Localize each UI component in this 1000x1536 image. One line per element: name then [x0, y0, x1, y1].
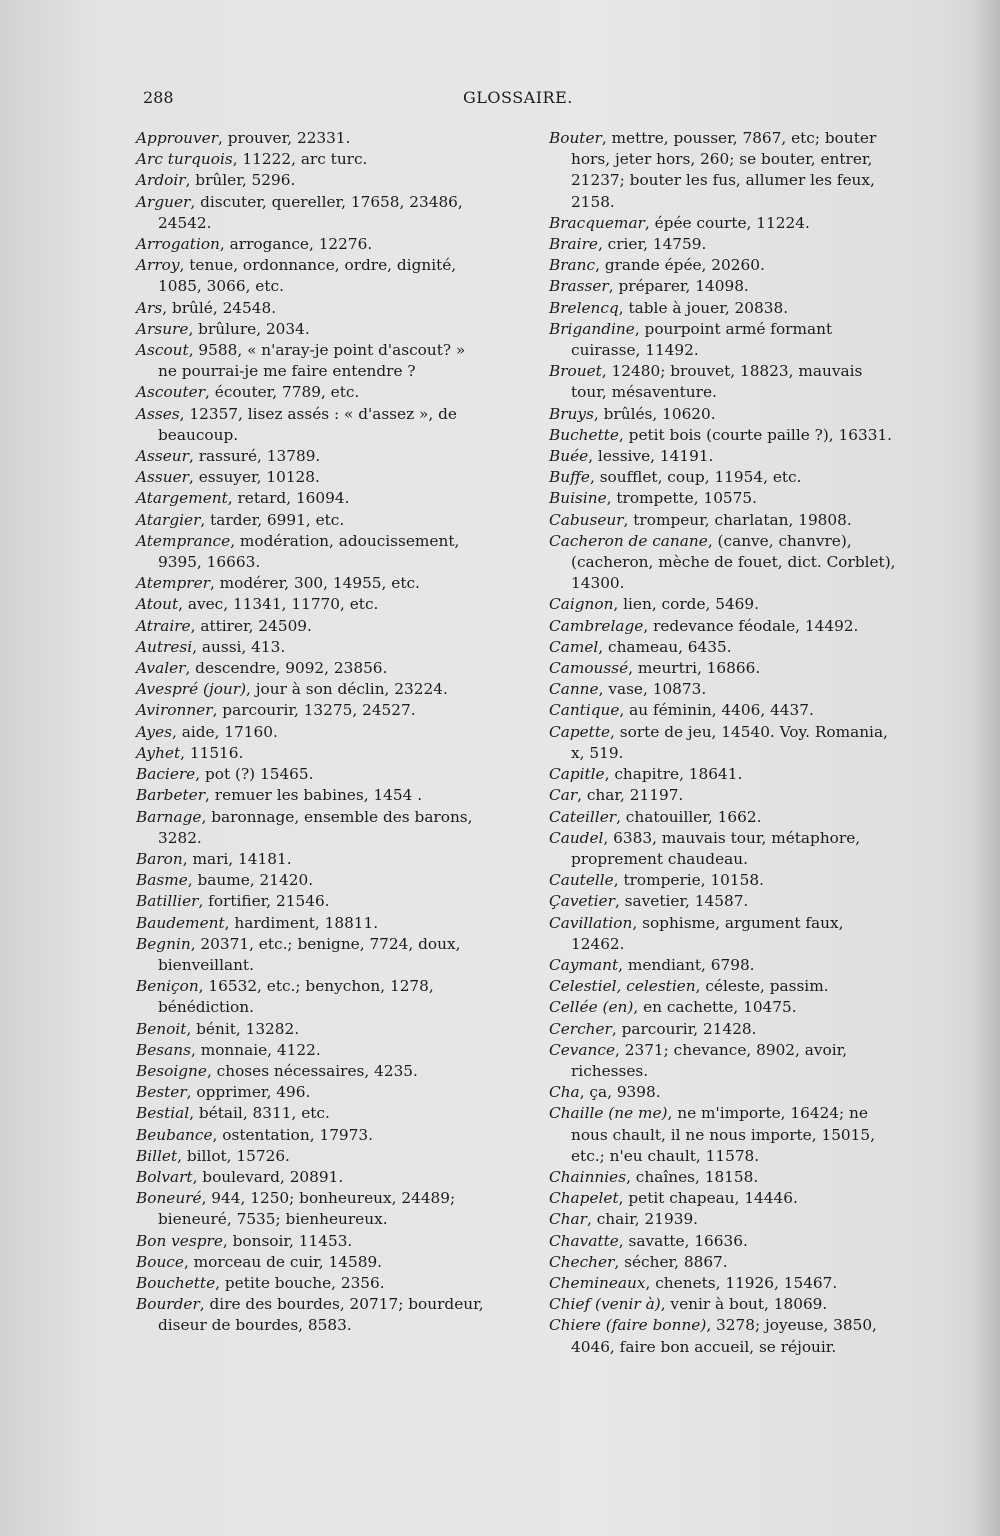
- entry-headword: Brouet: [549, 362, 602, 381]
- entry-headword: Çavetier: [549, 892, 615, 911]
- entry-definition: , fortifier, 21546.: [198, 892, 330, 911]
- glossary-entry: [136, 679, 486, 700]
- entry-definition: , petit bois (courte paille ?), 16331.: [618, 425, 893, 444]
- entry-headword: Buée: [549, 447, 589, 466]
- glossary-entry: [549, 722, 901, 764]
- glossary-entry: [549, 361, 901, 403]
- glossary-entry: [136, 149, 486, 170]
- entry-definition: , brûler, 5296.: [185, 171, 296, 190]
- glossary-entry: [136, 616, 486, 637]
- entry-definition: , petite bouche, 2356.: [215, 1273, 385, 1292]
- glossary-entry: [136, 1040, 486, 1061]
- entry-headword: Arguer: [136, 192, 191, 211]
- entry-headword: Atargement: [136, 489, 228, 508]
- entry-definition: , remuer les babines, 1454 .: [205, 786, 423, 805]
- glossary-entry: [549, 1188, 901, 1209]
- entry-definition: , en cachette, 10475.: [633, 998, 797, 1017]
- entry-headword: Arroy: [136, 256, 180, 275]
- entry-definition: , lessive, 14191.: [588, 447, 714, 466]
- entry-definition: , savetier, 14587.: [614, 892, 749, 911]
- entry-headword: Cambrelage: [549, 616, 644, 635]
- entry-definition: , aussi, 413.: [192, 637, 286, 656]
- glossary-entry: [549, 764, 901, 785]
- glossary-entry: [549, 510, 901, 531]
- glossary-entry: [549, 1019, 901, 1040]
- entry-headword: Chief (venir à): [549, 1295, 661, 1314]
- entry-definition: , chaînes, 18158.: [626, 1167, 759, 1186]
- entry-headword: Bouter: [549, 129, 602, 147]
- entry-definition: , lien, corde, 5469.: [613, 595, 760, 614]
- glossary-entry: [549, 807, 901, 828]
- entry-headword: Atargier: [136, 510, 201, 529]
- glossary-entry: [136, 1167, 486, 1188]
- entry-headword: Char: [549, 1210, 587, 1229]
- entry-definition: , crier, 14759.: [597, 235, 707, 254]
- glossary-entry: [136, 340, 486, 382]
- entry-definition: , trompette, 10575.: [606, 489, 757, 508]
- glossary-entry: [136, 1061, 486, 1082]
- entry-headword: Baciere: [136, 765, 196, 784]
- entry-headword: Baudement: [136, 913, 225, 932]
- glossary-entry: [549, 700, 901, 721]
- entry-headword: Bouce: [136, 1252, 184, 1271]
- entry-headword: Brelencq: [549, 298, 619, 317]
- entry-definition: , char, 21197.: [577, 786, 684, 805]
- glossary-column-left: [136, 128, 486, 1337]
- entry-definition: , 12357, lisez assés : « d'assez », de beaucoup.: [158, 404, 457, 444]
- glossary-entry: [549, 976, 901, 997]
- entry-definition: , prouver, 22331.: [218, 129, 351, 147]
- glossary-entry: [136, 446, 486, 467]
- entry-definition: , préparer, 14098.: [608, 277, 749, 296]
- entry-definition: , rassuré, 13789.: [188, 447, 321, 466]
- entry-headword: Atemprance: [136, 531, 231, 550]
- glossary-entry: [549, 404, 901, 425]
- glossary-entry: [136, 785, 486, 806]
- entry-definition: , ça, 9398.: [579, 1083, 661, 1102]
- entry-definition: , aide, 17160.: [171, 722, 278, 741]
- glossary-entry: [549, 1040, 901, 1082]
- glossary-entry: [549, 1167, 901, 1188]
- glossary-entry: [136, 1231, 486, 1252]
- entry-headword: Arc turquois: [136, 150, 233, 169]
- glossary-entry: [549, 891, 901, 912]
- glossary-entry: [549, 319, 901, 361]
- entry-definition: , meurtri, 16866.: [628, 659, 761, 678]
- entry-definition: , chatouiller, 1662.: [616, 807, 762, 826]
- glossary-entry: [549, 870, 901, 891]
- entry-headword: Ars: [136, 298, 163, 317]
- entry-definition: , discuter, quereller, 17658, 23486, 24542.: [158, 192, 463, 232]
- glossary-entry: [136, 891, 486, 912]
- entry-headword: Chemineaux: [549, 1273, 646, 1292]
- glossary-entry: [136, 1146, 486, 1167]
- entry-definition: , chapitre, 18641.: [604, 765, 743, 784]
- entry-definition: , écouter, 7789, etc.: [205, 383, 360, 402]
- entry-definition: , au féminin, 4406, 4437.: [619, 701, 814, 720]
- entry-headword: Avaler: [136, 659, 186, 678]
- entry-definition: , brûlés, 10620.: [593, 404, 716, 423]
- glossary-entry: [549, 1103, 901, 1167]
- entry-headword: Bon vespre: [136, 1231, 223, 1250]
- glossary-entry: [549, 1294, 901, 1315]
- entry-headword: Besoigne: [136, 1061, 207, 1080]
- entry-headword: Atout: [136, 595, 179, 614]
- entry-definition: , brûlé, 24548.: [162, 298, 277, 317]
- glossary-entry: [136, 573, 486, 594]
- entry-headword: Bolvart: [136, 1167, 193, 1186]
- entry-headword: Capette: [549, 722, 611, 741]
- entry-headword: Ascouter: [136, 383, 206, 402]
- page-number: 288: [143, 88, 174, 107]
- entry-headword: Cabuseur: [549, 510, 624, 529]
- glossary-entry: [136, 976, 486, 1018]
- entry-headword: Cacheron de canane: [549, 531, 708, 550]
- glossary-entry: [549, 531, 901, 595]
- entry-headword: Cercher: [549, 1019, 612, 1038]
- entry-headword: Cantique: [549, 701, 620, 720]
- entry-definition: , hardiment, 18811.: [224, 913, 379, 932]
- entry-headword: Bestial: [136, 1104, 190, 1123]
- entry-headword: Besans: [136, 1040, 191, 1059]
- entry-definition: , 11516.: [180, 743, 244, 762]
- entry-definition: , chameau, 6435.: [598, 637, 732, 656]
- entry-headword: Beniçon: [136, 977, 199, 996]
- glossary-entry: [549, 467, 901, 488]
- entry-headword: Barnage: [136, 807, 202, 826]
- entry-definition: , pourpoint armé formant cuirasse, 11492.: [571, 319, 833, 360]
- entry-headword: Brigandine: [549, 319, 635, 338]
- entry-headword: Chiere (faire bonne): [549, 1316, 707, 1335]
- entry-definition: , dire des bourdes, 20717; bourdeur, diseur de bourdes, 8583.: [158, 1295, 484, 1335]
- entry-headword: Cevance: [549, 1040, 615, 1059]
- entry-definition: , épée courte, 11224.: [644, 213, 810, 232]
- entry-headword: Arrogation: [136, 235, 220, 254]
- entry-definition: , venir à bout, 18069.: [660, 1295, 828, 1314]
- entry-headword: Buffe: [549, 468, 590, 487]
- glossary-entry: [136, 1273, 486, 1294]
- entry-headword: Asseur: [136, 447, 189, 466]
- entry-headword: Bourder: [136, 1295, 200, 1314]
- entry-definition: , grande épée, 20260.: [595, 256, 765, 275]
- entry-headword: Boneuré: [136, 1189, 202, 1208]
- glossary-column-right: [549, 128, 901, 1358]
- entry-definition: , tromperie, 10158.: [613, 871, 764, 890]
- glossary-entry: [136, 128, 486, 149]
- entry-definition: , trompeur, charlatan, 19808.: [623, 510, 852, 529]
- glossary-entry: [136, 870, 486, 891]
- glossary-entry: [549, 594, 901, 615]
- entry-headword: Car: [549, 786, 578, 805]
- glossary-entry: [136, 637, 486, 658]
- glossary-entry: [136, 234, 486, 255]
- entry-definition: , redevance féodale, 14492.: [643, 616, 859, 635]
- entry-definition: , jour à son déclin, 23224.: [246, 680, 448, 699]
- entry-definition: , céleste, passim.: [695, 977, 829, 996]
- entry-headword: Atraire: [136, 616, 191, 635]
- glossary-entry: [136, 510, 486, 531]
- glossary-entry: [549, 785, 901, 806]
- entry-headword: Arsure: [136, 319, 189, 338]
- entry-headword: Ascout: [136, 341, 189, 360]
- entry-definition: , choses nécessaires, 4235.: [206, 1061, 418, 1080]
- entry-headword: Asses: [136, 404, 180, 423]
- entry-definition: , 944, 1250; bonheureux, 24489; bieneuré, 7535; bienheureux.: [158, 1189, 456, 1229]
- glossary-entry: [549, 276, 901, 297]
- entry-headword: Caignon: [549, 595, 614, 614]
- entry-headword: Canne: [549, 680, 599, 699]
- entry-headword: Braire: [549, 235, 598, 254]
- entry-headword: Ayes: [136, 722, 172, 741]
- entry-definition: , tenue, ordonnance, ordre, dignité, 1085, 3066, etc.: [158, 256, 457, 296]
- glossary-entry: [549, 255, 901, 276]
- entry-definition: , 12480; brouvet, 18823, mauvais tour, mésaventure.: [571, 362, 863, 402]
- entry-definition: , 6383, mauvais tour, métaphore, proprement chaudeau.: [571, 828, 861, 868]
- glossary-entry: [136, 319, 486, 340]
- entry-definition: , baronnage, ensemble des barons, 3282.: [158, 807, 473, 847]
- entry-definition: , mendiant, 6798.: [618, 955, 755, 974]
- entry-definition: , parcourir, 13275, 24527.: [212, 701, 416, 720]
- glossary-entry: [136, 382, 486, 403]
- entry-definition: , 16532, etc.; benychon, 1278, bénédiction.: [158, 977, 434, 1017]
- entry-definition: , soufflet, coup, 11954, etc.: [589, 468, 802, 487]
- entry-definition: , attirer, 24509.: [190, 616, 312, 635]
- entry-definition: , (canve, chanvre), (cacheron, mèche de fouet, dict. Corblet), 14300.: [571, 531, 896, 593]
- entry-headword: Cateiller: [549, 807, 617, 826]
- entry-definition: , avec, 11341, 11770, etc.: [178, 595, 379, 614]
- entry-headword: Ayhet: [136, 743, 181, 762]
- entry-definition: , table à jouer, 20838.: [618, 298, 789, 317]
- glossary-entry: [549, 1252, 901, 1273]
- glossary-entry: [136, 1082, 486, 1103]
- entry-headword: Chainnies: [549, 1167, 627, 1186]
- glossary-entry: [136, 700, 486, 721]
- entry-definition: , bénit, 13282.: [186, 1019, 300, 1038]
- entry-headword: Camel: [549, 637, 599, 656]
- glossary-entry: [136, 298, 486, 319]
- glossary-entry: [136, 404, 486, 446]
- entry-headword: Checher: [549, 1252, 615, 1271]
- glossary-entry: [549, 213, 901, 234]
- glossary-entry: [136, 531, 486, 573]
- glossary-entry: [549, 488, 901, 509]
- glossary-entry: [136, 1103, 486, 1124]
- entry-definition: , billot, 15726.: [177, 1146, 290, 1165]
- glossary-entry: [136, 807, 486, 849]
- glossary-entry: [136, 1252, 486, 1273]
- entry-headword: Ardoir: [136, 171, 186, 190]
- glossary-entry: [549, 616, 901, 637]
- glossary-entry: [136, 849, 486, 870]
- entry-definition: , 9588, « n'aray-je point d'ascout? » ne pourrai-je me faire entendre ?: [158, 341, 466, 381]
- entry-definition: , arrogance, 12276.: [219, 235, 373, 254]
- glossary-entry: [136, 594, 486, 615]
- entry-headword: Autresi: [136, 637, 193, 656]
- entry-definition: , 2371; chevance, 8902, avoir, richesses.: [571, 1040, 848, 1080]
- glossary-entry: [136, 488, 486, 509]
- glossary-entry: [549, 128, 901, 213]
- entry-headword: Chapelet: [549, 1189, 619, 1208]
- entry-definition: , mettre, pousser, 7867, etc; bouter hors, jeter hors, 260; se bouter, entrer, 21237; bouter les fus, allumer les feux, 2158.: [571, 129, 877, 211]
- glossary-entry: [136, 192, 486, 234]
- glossary-entry: [549, 637, 901, 658]
- entry-headword: Basme: [136, 871, 188, 890]
- glossary-entry: [136, 934, 486, 976]
- entry-definition: , parcourir, 21428.: [611, 1019, 757, 1038]
- glossary-entry: [136, 743, 486, 764]
- entry-headword: Assuer: [136, 468, 189, 487]
- entry-definition: , sécher, 8867.: [614, 1252, 728, 1271]
- glossary-entry: [549, 1231, 901, 1252]
- entry-headword: Chavatte: [549, 1231, 619, 1250]
- entry-headword: Avironner: [136, 701, 213, 720]
- entry-definition: , mari, 14181.: [182, 849, 292, 868]
- entry-definition: , modération, adoucissement, 9395, 16663.: [158, 531, 460, 572]
- entry-definition: , sophisme, argument faux, 12462.: [571, 913, 844, 953]
- glossary-entry: [549, 913, 901, 955]
- glossary-entry: [549, 1209, 901, 1230]
- entry-headword: Avespré (jour): [136, 680, 247, 699]
- entry-definition: , pot (?) 15465.: [195, 765, 314, 784]
- entry-headword: Cavillation: [549, 913, 633, 932]
- glossary-entry: [549, 234, 901, 255]
- entry-headword: Chaille (ne me): [549, 1104, 668, 1123]
- entry-headword: Celestiel, celestien: [549, 977, 696, 996]
- entry-headword: Bouchette: [136, 1273, 216, 1292]
- glossary-entry: [136, 722, 486, 743]
- entry-headword: Capitle: [549, 765, 605, 784]
- entry-definition: , brûlure, 2034.: [188, 319, 310, 338]
- entry-definition: , vase, 10873.: [598, 680, 707, 699]
- entry-definition: , essuyer, 10128.: [188, 468, 320, 487]
- entry-headword: Branc: [549, 256, 596, 275]
- entry-definition: , monnaie, 4122.: [190, 1040, 321, 1059]
- entry-definition: , bétail, 8311, etc.: [189, 1104, 330, 1123]
- glossary-entry: [549, 1082, 901, 1103]
- entry-headword: Baron: [136, 849, 183, 868]
- entry-definition: , 20371, etc.; benigne, 7724, doux, bienveillant.: [158, 934, 461, 974]
- entry-headword: Camoussé: [549, 659, 629, 678]
- entry-headword: Benoit: [136, 1019, 187, 1038]
- entry-headword: Begnin: [136, 934, 191, 953]
- entry-definition: , tarder, 6991, etc.: [200, 510, 345, 529]
- entry-definition: , savatte, 16636.: [618, 1231, 748, 1250]
- entry-definition: , chair, 21939.: [587, 1210, 699, 1229]
- glossary-entry: [549, 446, 901, 467]
- entry-definition: , ostentation, 17973.: [212, 1125, 373, 1144]
- running-title: GLOSSAIRE.: [463, 88, 573, 107]
- entry-headword: Billet: [136, 1146, 178, 1165]
- glossary-entry: [136, 467, 486, 488]
- glossary-entry: [136, 764, 486, 785]
- glossary-entry: [549, 679, 901, 700]
- glossary-entry: [549, 658, 901, 679]
- glossary-entry: [549, 997, 901, 1018]
- glossary-entry: [136, 1019, 486, 1040]
- glossary-entry: [549, 298, 901, 319]
- entry-definition: , baume, 21420.: [187, 871, 314, 890]
- entry-definition: , retard, 16094.: [227, 489, 350, 508]
- entry-definition: , 11222, arc turc.: [232, 150, 368, 169]
- entry-definition: , petit chapeau, 14446.: [618, 1189, 798, 1208]
- glossary-entry: [136, 1188, 486, 1230]
- entry-headword: Buchette: [549, 425, 619, 444]
- entry-headword: Caymant: [549, 955, 619, 974]
- entry-definition: , 3278; joyeuse, 3850, 4046, faire bon accueil, se réjouir.: [571, 1316, 877, 1356]
- entry-definition: , chenets, 11926, 15467.: [645, 1273, 838, 1292]
- page-gutter-shadow: [972, 0, 1000, 1536]
- glossary-entry: [136, 255, 486, 297]
- entry-headword: Caudel: [549, 828, 604, 847]
- entry-headword: Atemprer: [136, 574, 210, 593]
- entry-headword: Batillier: [136, 892, 199, 911]
- entry-headword: Bester: [136, 1083, 187, 1102]
- entry-definition: , sorte de jeu, 14540. Voy. Romania, x, 519.: [571, 722, 888, 762]
- glossary-entry: [549, 955, 901, 976]
- entry-headword: Cellée (en): [549, 998, 634, 1017]
- glossary-entry: [136, 170, 486, 191]
- entry-definition: , opprimer, 496.: [186, 1083, 311, 1102]
- entry-headword: Brasser: [549, 277, 609, 296]
- entry-headword: Barbeter: [136, 786, 206, 805]
- glossary-entry: [549, 1315, 901, 1357]
- entry-definition: , morceau de cuir, 14589.: [183, 1252, 383, 1271]
- entry-headword: Cautelle: [549, 871, 614, 890]
- glossary-entry: [136, 1125, 486, 1146]
- entry-headword: Beubance: [136, 1125, 213, 1144]
- glossary-entry: [549, 425, 901, 446]
- glossary-entry: [549, 1273, 901, 1294]
- entry-headword: Buisine: [549, 489, 607, 508]
- entry-definition: , boulevard, 20891.: [192, 1167, 344, 1186]
- entry-headword: Approuver: [136, 129, 219, 147]
- entry-definition: , bonsoir, 11453.: [222, 1231, 353, 1250]
- glossary-entry: [136, 913, 486, 934]
- glossary-entry: [136, 1294, 486, 1336]
- entry-headword: Bruys: [549, 404, 594, 423]
- glossary-entry: [136, 658, 486, 679]
- entry-headword: Cha: [549, 1083, 580, 1102]
- entry-definition: , descendre, 9092, 23856.: [185, 659, 388, 678]
- glossary-entry: [549, 828, 901, 870]
- entry-definition: , modérer, 300, 14955, etc.: [209, 574, 420, 593]
- entry-definition: , ne m'importe, 16424; ne nous chault, il ne nous importe, 15015, etc.; n'eu chault, 11578.: [571, 1104, 875, 1165]
- entry-headword: Bracquemar: [549, 213, 645, 232]
